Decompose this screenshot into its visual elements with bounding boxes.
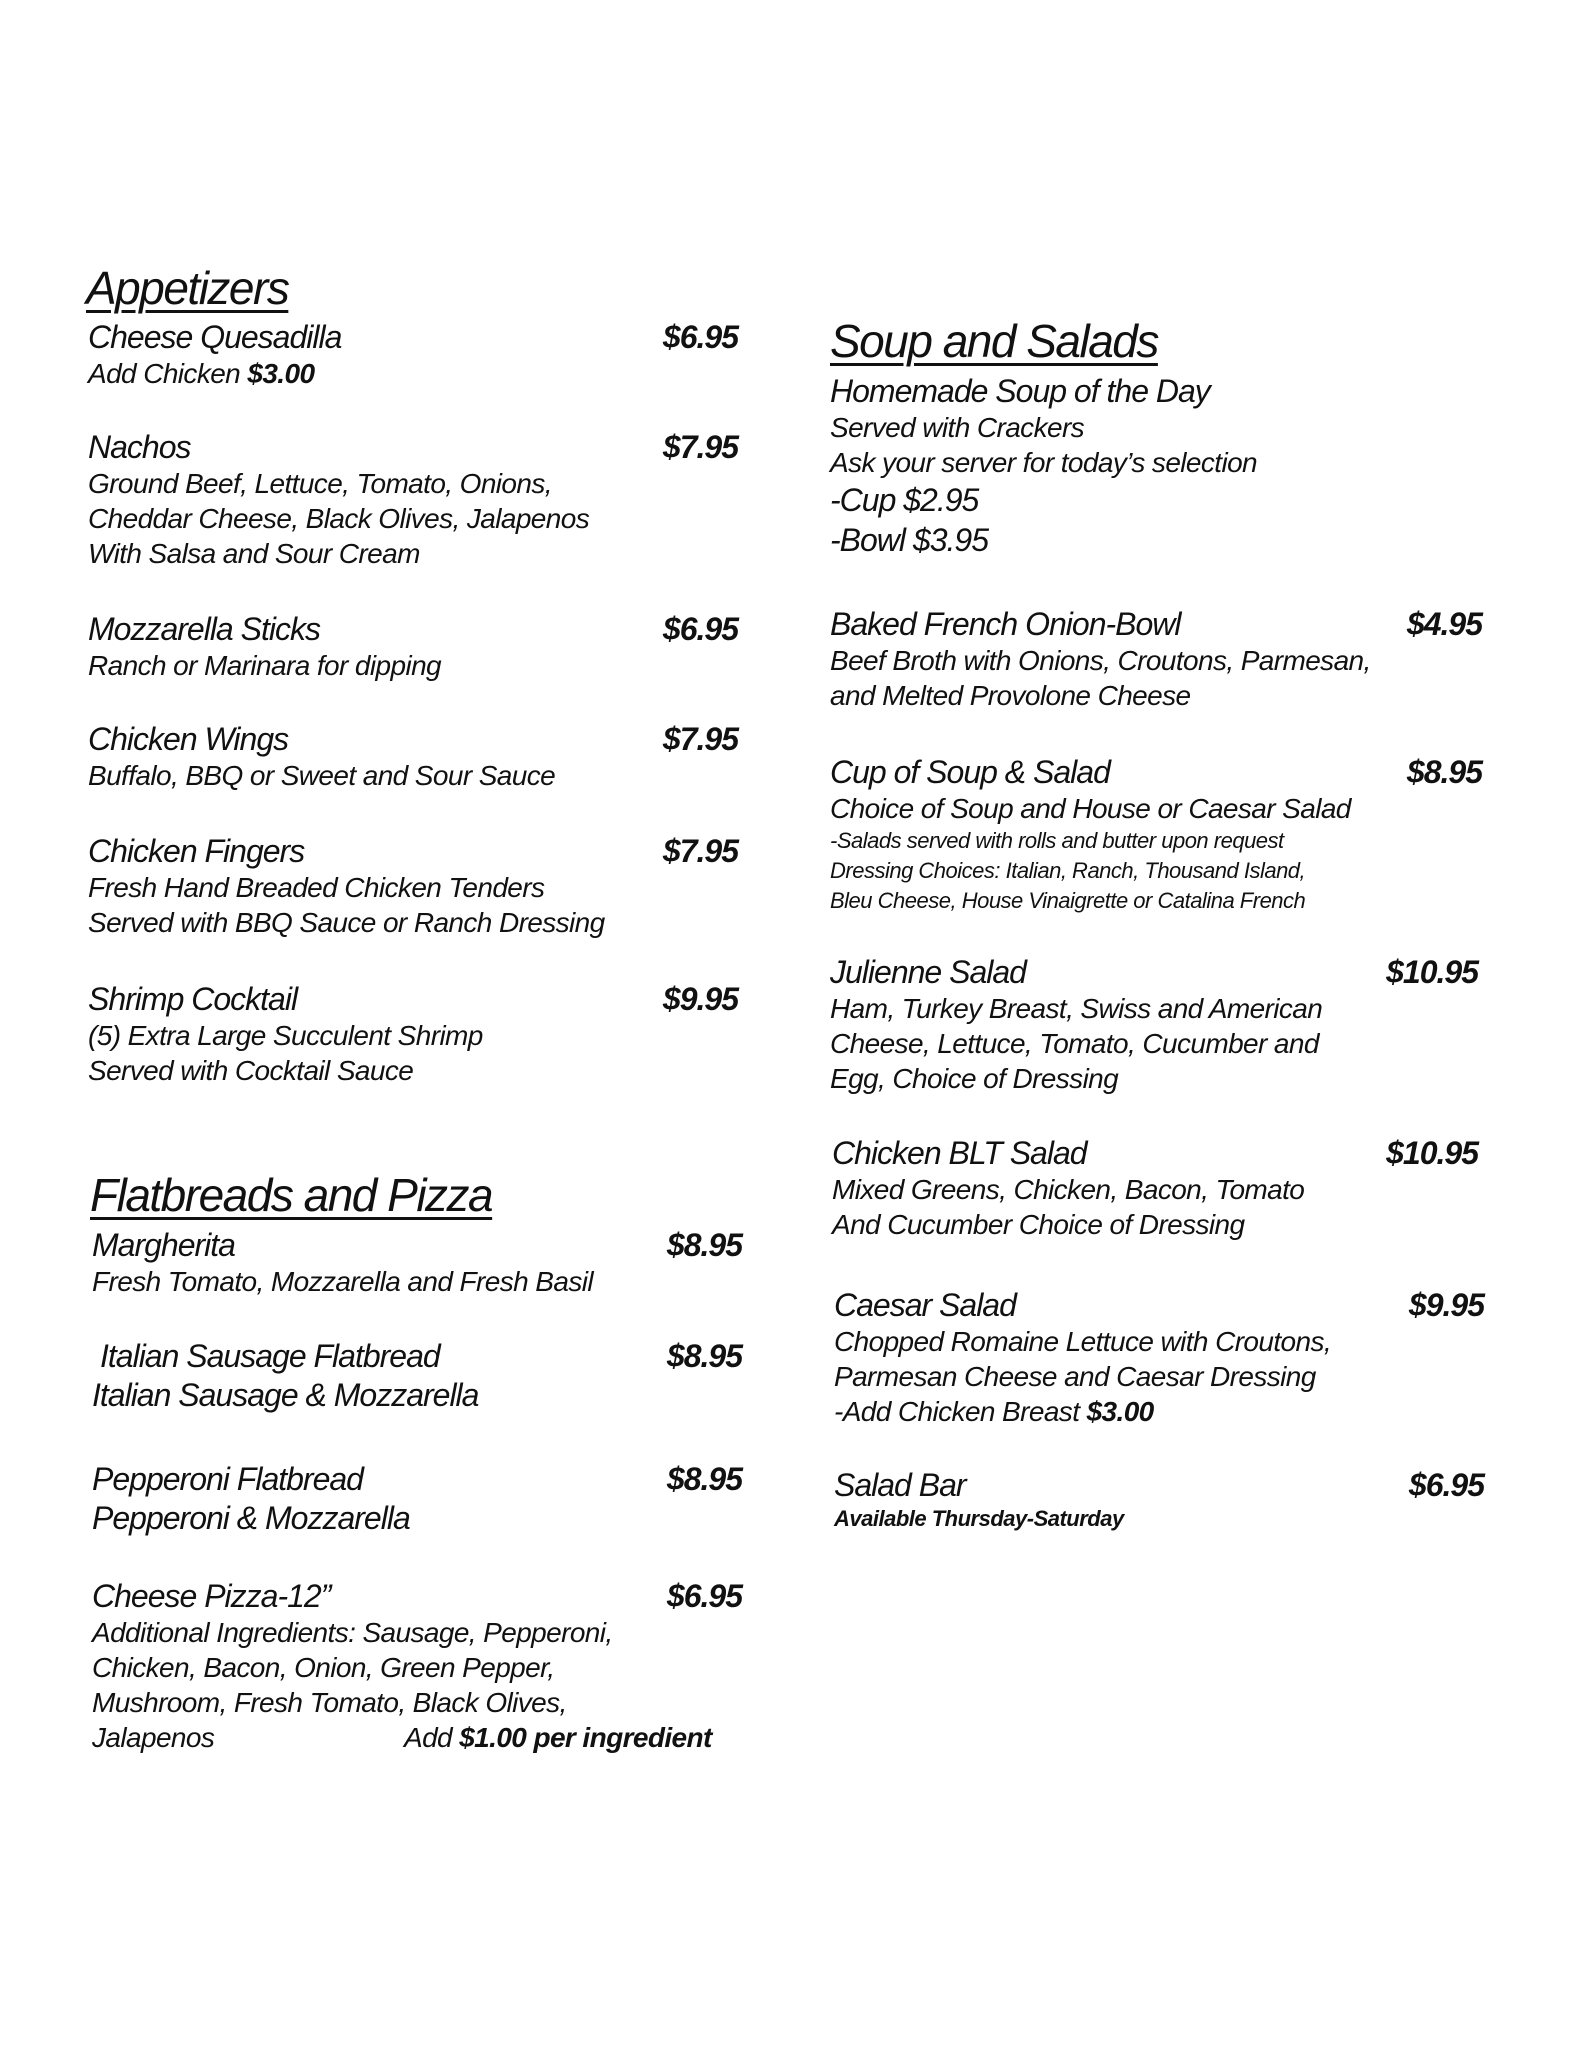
item-name: Nachos [88, 429, 191, 465]
item-description: Mushroom, Fresh Tomato, Black Olives, [92, 1687, 567, 1718]
item-description: Beef Broth with Onions, Croutons, Parmesan, [830, 645, 1371, 676]
item-price: $9.95 [662, 981, 738, 1017]
item-price: $8.95 [1406, 754, 1482, 790]
menu-item-salad-bar [834, 1466, 1484, 1534]
soup-salads-heading: Soup and Salads [830, 315, 1158, 367]
item-name: Shrimp Cocktail [88, 981, 298, 1017]
item-description: Ground Beef, Lettuce, Tomato, Onions, [88, 468, 552, 499]
item-description: Parmesan Cheese and Caesar Dressing [834, 1361, 1316, 1392]
flatbreads-heading: Flatbreads and Pizza [90, 1169, 493, 1221]
appetizers-heading: Appetizers [86, 262, 289, 314]
menu-item-shrimp-cocktail [88, 980, 738, 1088]
item-description: Additional Ingredients: Sausage, Pepperoni, [92, 1617, 613, 1648]
item-name: Salad Bar [834, 1467, 966, 1503]
item-name: Mozzarella Sticks [88, 611, 320, 647]
item-description: Pepperoni & Mozzarella [92, 1500, 410, 1536]
item-description: Italian Sausage & Mozzarella [92, 1377, 479, 1413]
menu-item-chicken-wings [88, 720, 738, 793]
item-price: $6.95 [1408, 1467, 1484, 1503]
item-name: Caesar Salad [834, 1287, 1016, 1323]
item-description: Ham, Turkey Breast, Swiss and American [830, 993, 1323, 1024]
item-description: With Salsa and Sour Cream [88, 538, 420, 569]
item-price: $8.95 [666, 1227, 742, 1263]
item-name: Homemade Soup of the Day [830, 373, 1210, 409]
item-description: Mixed Greens, Chicken, Bacon, Tomato [832, 1174, 1305, 1205]
item-description: (5) Extra Large Succulent Shrimp [88, 1020, 483, 1051]
item-price: $7.95 [662, 833, 738, 869]
item-description: Egg, Choice of Dressing [830, 1063, 1119, 1094]
menu-item-caesar-salad [834, 1286, 1484, 1429]
item-price: $10.95 [1386, 954, 1478, 990]
item-description: Served with BBQ Sauce or Ranch Dressing [88, 907, 605, 938]
item-description: Buffalo, BBQ or Sweet and Sour Sauce [88, 760, 556, 791]
menu-item-chicken-fingers [88, 832, 738, 940]
item-description: Chicken, Bacon, Onion, Green Pepper, [92, 1652, 555, 1683]
item-description: Ranch or Marinara for dipping [88, 650, 442, 681]
item-name: Julienne Salad [830, 954, 1026, 990]
menu-item-soup-and-salad [830, 753, 1482, 916]
menu-item-cheese-pizza [92, 1577, 742, 1755]
item-price: $6.95 [662, 611, 738, 647]
soup-cup-option: -Cup $2.95 [830, 482, 979, 518]
menu-item-homemade-soup [830, 372, 1480, 560]
menu-item-mozzarella-sticks [88, 610, 738, 683]
menu-item-chicken-blt-salad [832, 1134, 1478, 1242]
item-note-price: $3.00 [247, 358, 315, 389]
item-description: and Melted Provolone Cheese [830, 680, 1191, 711]
item-description: Served with Cocktail Sauce [88, 1055, 414, 1086]
item-price: $6.95 [662, 319, 738, 355]
item-name: Baked French Onion-Bowl [830, 606, 1181, 642]
menu-item-italian-sausage-flatbread [92, 1337, 742, 1415]
item-description: Bleu Cheese, House Vinaigrette or Catalina French [830, 888, 1306, 913]
menu-item-margherita [92, 1226, 742, 1299]
item-name: Chicken Wings [88, 721, 289, 757]
menu-item-french-onion [830, 605, 1482, 713]
item-name: Chicken BLT Salad [832, 1135, 1087, 1171]
item-price: $8.95 [666, 1338, 742, 1374]
item-price: $8.95 [666, 1461, 742, 1497]
item-description: Dressing Choices: Italian, Ranch, Thousand Island, [830, 858, 1306, 883]
item-name: Cup of Soup & Salad [830, 754, 1110, 790]
item-name: Cheese Quesadilla [88, 319, 342, 355]
item-description: -Add Chicken Breast $3.00 [834, 1396, 1154, 1427]
item-name: Cheese Pizza-12” [92, 1578, 331, 1614]
item-description: Served with Crackers [830, 412, 1085, 443]
item-price: $6.95 [666, 1578, 742, 1614]
item-description: Fresh Tomato, Mozzarella and Fresh Basil [92, 1266, 593, 1297]
menu-item-cheese-quesadilla [88, 318, 738, 391]
menu-item-pepperoni-flatbread [92, 1460, 742, 1538]
item-name: Chicken Fingers [88, 833, 305, 869]
item-description: Cheese, Lettuce, Tomato, Cucumber and [830, 1028, 1319, 1059]
addon-note: Add $1.00 per ingredient [404, 1722, 712, 1753]
item-description: Fresh Hand Breaded Chicken Tenders [88, 872, 545, 903]
item-description: Ask your server for today’s selection [830, 447, 1258, 478]
item-name: Pepperoni Flatbread [92, 1461, 363, 1497]
item-description: Available Thursday-Saturday [834, 1506, 1124, 1531]
menu-item-nachos [88, 428, 738, 571]
item-description: -Salads served with rolls and butter upon request [830, 828, 1284, 853]
item-name: Margherita [92, 1227, 235, 1263]
item-note: Add Chicken [88, 358, 248, 389]
item-price: $7.95 [662, 429, 738, 465]
item-description: And Cucumber Choice of Dressing [832, 1209, 1245, 1240]
item-description: Choice of Soup and House or Caesar Salad [830, 793, 1351, 824]
menu-item-julienne-salad [830, 953, 1478, 1096]
item-price: $4.95 [1406, 606, 1482, 642]
item-description: Chopped Romaine Lettuce with Croutons, [834, 1326, 1332, 1357]
item-name: Italian Sausage Flatbread [100, 1338, 440, 1374]
item-price: $10.95 [1386, 1135, 1478, 1171]
item-description: Jalapenos [92, 1722, 215, 1753]
item-price: $9.95 [1408, 1287, 1484, 1323]
item-description: Cheddar Cheese, Black Olives, Jalapenos [88, 503, 590, 534]
soup-bowl-option: -Bowl $3.95 [830, 522, 988, 558]
item-price: $7.95 [662, 721, 738, 757]
